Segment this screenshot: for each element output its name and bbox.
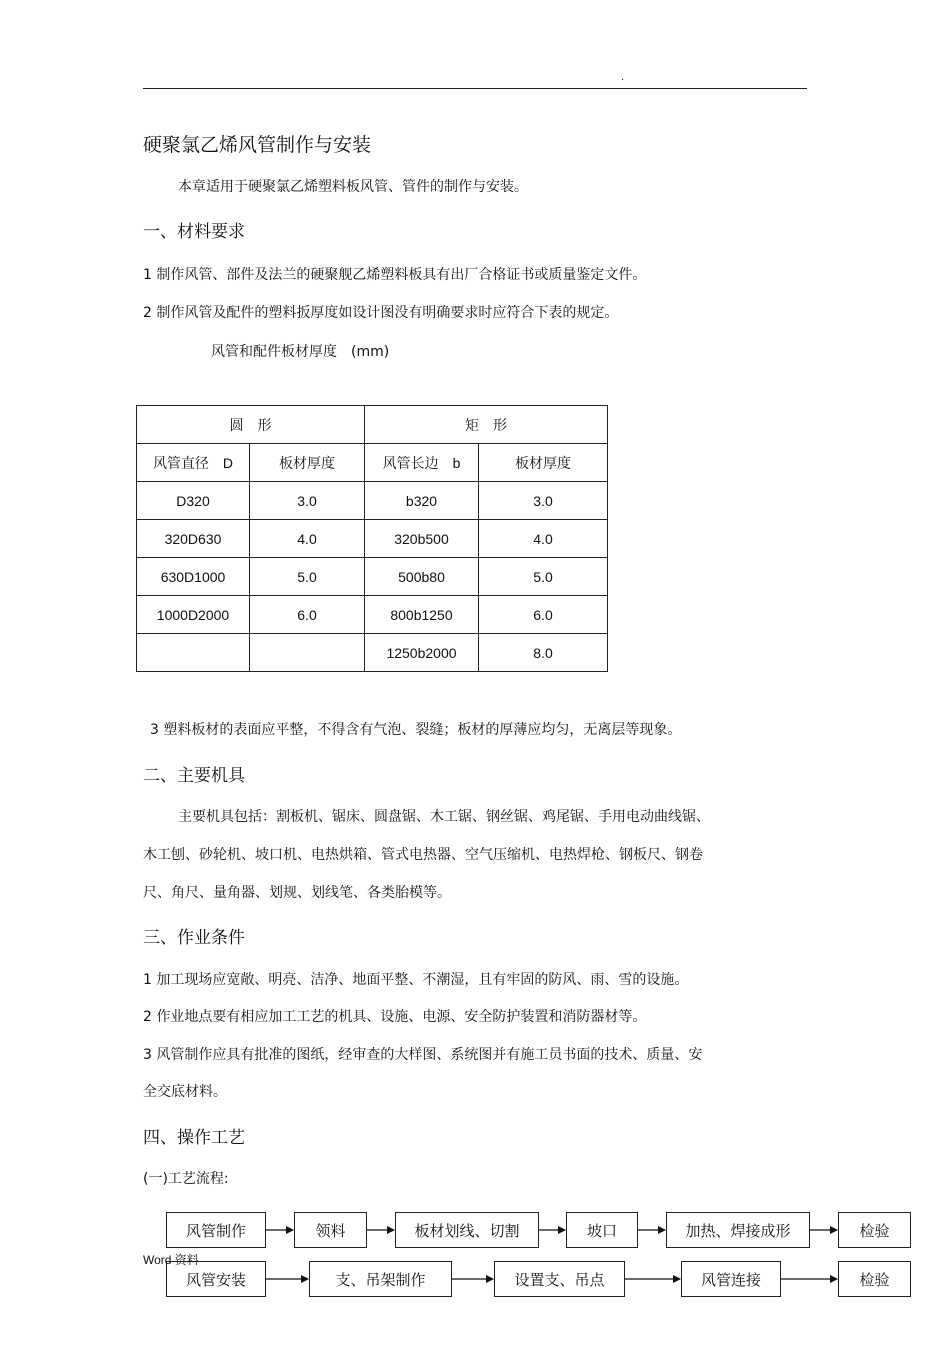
table-cell: 8.0 [479, 634, 608, 672]
table-cell: 6.0 [250, 596, 365, 634]
table-cell: 320D630 [137, 520, 250, 558]
conditions-item-3: 3 风管制作应具有批准的图纸，经审查的大样图、系统图并有施工员书面的技术、质量、安 [143, 1047, 703, 1063]
flow-step-heating-welding: 加热、焊接成形 [666, 1212, 810, 1248]
materials-item-3: 3 塑料板材的表面应平整，不得含有气泡、裂缝；板材的厚薄应均匀，无离层等现象。 [150, 722, 682, 738]
page-title: 硬聚氯乙烯风管制作与安装 [143, 134, 372, 156]
materials-item-1: 1 制作风管、部件及法兰的硬聚舰乙烯塑料板具有出厂合格证书或质量鉴定文件。 [143, 267, 647, 283]
flow-step-marking-cutting: 板材划线、切割 [395, 1212, 539, 1248]
header-mark: . [621, 72, 625, 83]
table-cell: 800b1250 [365, 596, 479, 634]
table-cell: 4.0 [250, 520, 365, 558]
intro-paragraph: 本章适用于硬聚氯乙烯塑料板风管、管件的制作与安装。 [178, 179, 528, 195]
table-cell: 1250b2000 [365, 634, 479, 672]
tools-line: 木工刨、砂轮机、坡口机、电热烘箱、管式电热器、空气压缩机、电热焊枪、钢板尺、钢卷 [143, 847, 703, 863]
table-cell: 3.0 [250, 482, 365, 520]
section-heading-process: 四、操作工艺 [143, 1128, 245, 1148]
table-cell: 6.0 [479, 596, 608, 634]
flow-step-hanger-fabrication: 支、吊架制作 [309, 1261, 452, 1297]
flow-step-bevel: 坡口 [566, 1212, 638, 1248]
table-header-cell: 板材厚度 [479, 444, 608, 482]
table-cell: 5.0 [479, 558, 608, 596]
flow-step-duct-installation: 风管安装 [166, 1261, 266, 1297]
table-header-cell: 风管直径 D [137, 444, 250, 482]
table-cell: 4.0 [479, 520, 608, 558]
conditions-item-1: 1 加工现场应宽敞、明亮、洁净、地面平整、不潮湿，且有牢固的防风、雨、雪的设施。 [143, 972, 689, 988]
table-cell: 320b500 [365, 520, 479, 558]
table-caption: 风管和配件板材厚度 (mm) [211, 344, 390, 360]
process-subheading: (一)工艺流程: [143, 1171, 229, 1187]
flow-step-inspection-2: 检验 [838, 1261, 911, 1297]
table-cell: 630D1000 [137, 558, 250, 596]
table-header-cell: 板材厚度 [250, 444, 365, 482]
flow-step-duct-fabrication: 风管制作 [166, 1212, 266, 1248]
table-group-round: 圆 形 [137, 406, 365, 444]
section-heading-tools: 二、主要机具 [143, 766, 245, 786]
flow-step-material-pickup: 领料 [294, 1212, 367, 1248]
table-cell: b320 [365, 482, 479, 520]
table-header-cell: 风管长边 b [365, 444, 479, 482]
table-cell: 1000D2000 [137, 596, 250, 634]
table-cell: D320 [137, 482, 250, 520]
tools-line: 主要机具包括：割板机、锯床、圆盘锯、木工锯、钢丝锯、鸡尾锯、手用电动曲线锯、 [178, 809, 710, 825]
table-group-rect: 矩 形 [365, 406, 608, 444]
materials-item-2: 2 制作风管及配件的塑料扳厚度如设计图没有明确要求时应符合下表的规定。 [143, 305, 619, 321]
table-cell: 5.0 [250, 558, 365, 596]
conditions-item-2: 2 作业地点要有相应加工工艺的机具、设施、电源、安全防护装置和消防器材等。 [143, 1009, 647, 1025]
section-heading-conditions: 三、作业条件 [143, 928, 245, 948]
flow-step-duct-connection: 风管连接 [681, 1261, 781, 1297]
table-cell: 500b80 [365, 558, 479, 596]
flow-step-inspection: 检验 [838, 1212, 911, 1248]
table-cell: 3.0 [479, 482, 608, 520]
tools-line: 尺、角尺、量角器、划规、划线笔、各类胎模等。 [143, 885, 451, 901]
conditions-item-3-cont: 全交底材料。 [143, 1084, 227, 1100]
section-heading-materials: 一、材料要求 [143, 222, 245, 242]
flow-step-set-hanger-points: 设置支、吊点 [494, 1261, 625, 1297]
footer-note: Word 资料 [143, 1253, 199, 1267]
